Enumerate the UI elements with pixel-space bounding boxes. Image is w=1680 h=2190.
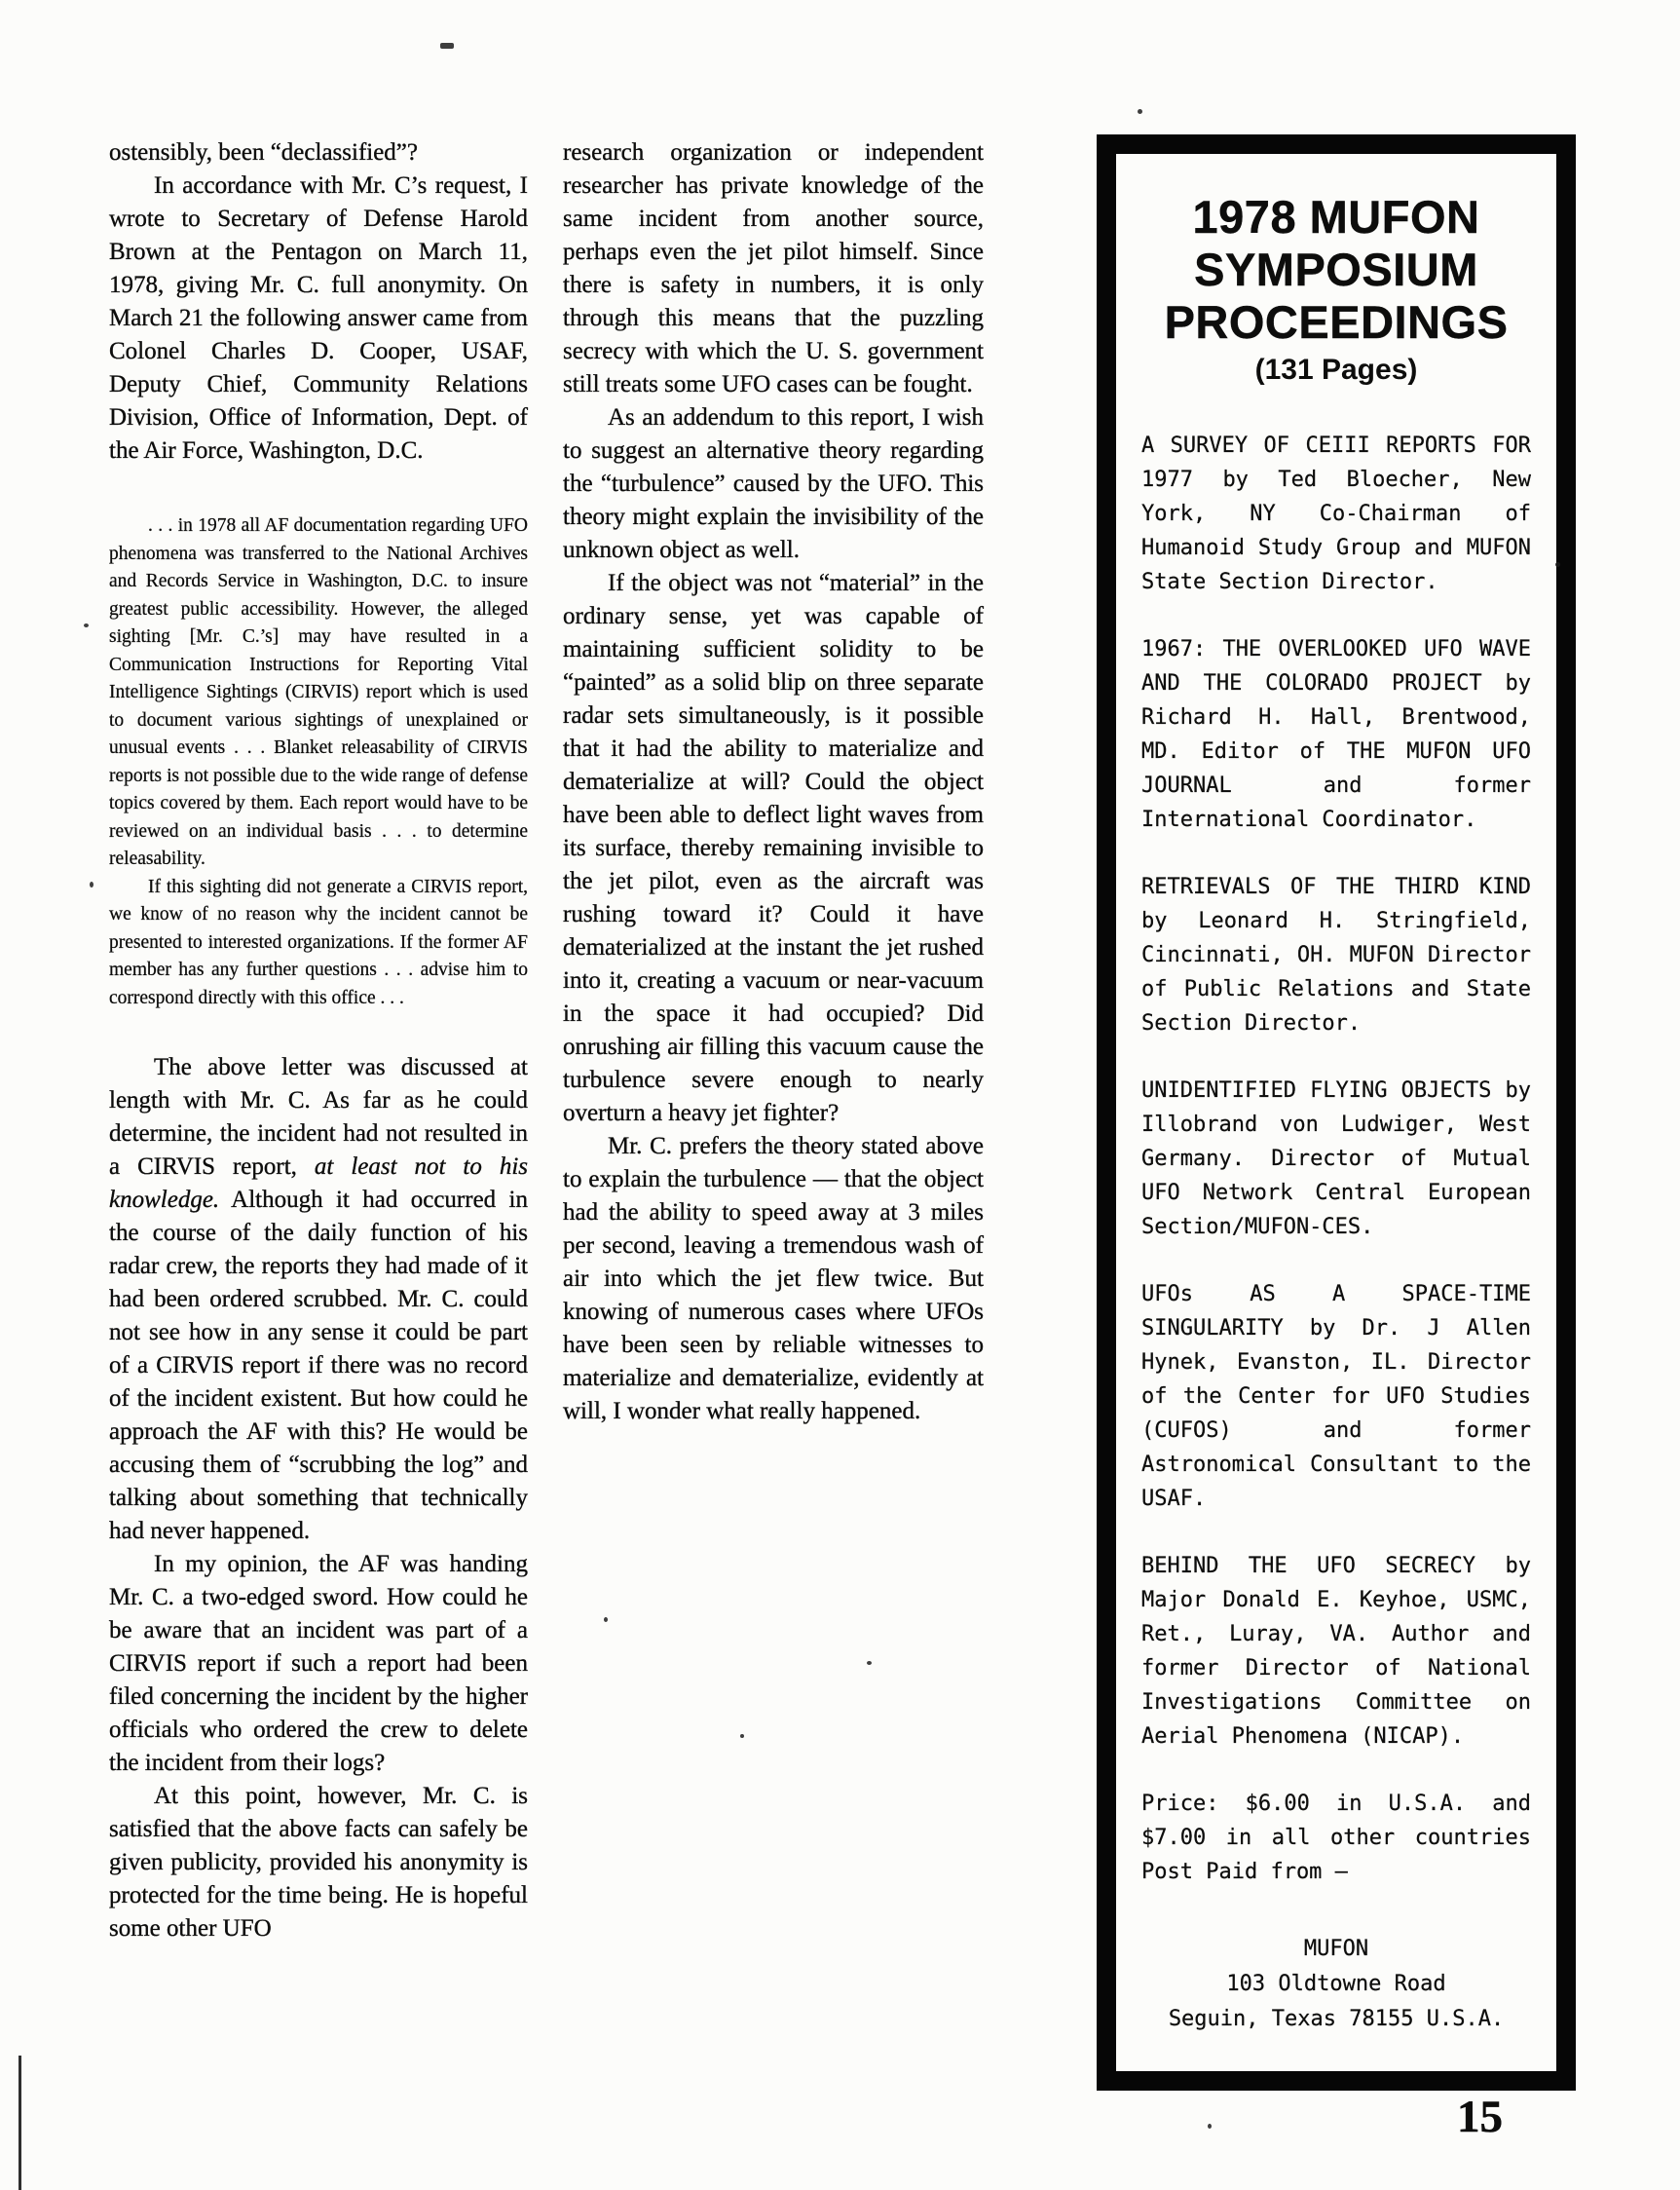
- symposium-ad-box: [1097, 134, 1576, 2091]
- ad-item: RETRIEVALS OF THE THIRD KIND by Leonard H. Stringfield, Cincinnati, OH. MUFON Director of Public Relations and State Section Director.: [1141, 875, 1531, 1036]
- ad-item: BEHIND THE UFO SECRECY by Major Donald E. Keyhoe, USMC, Ret., Luray, VA. Author and former Director of National Investigations Committee on Aerial Phenomena (NICAP).: [1141, 1554, 1531, 1749]
- paragraph-text: The above letter was discussed at length with Mr. C. As far as he could determine, the incident had not resulted in a CIRVIS report,: [109, 1054, 528, 1180]
- emphasized-text: at least not to his knowledge.: [109, 1153, 529, 1213]
- scan-speck: [1138, 109, 1142, 114]
- ad-title-line: SYMPOSIUM: [1194, 244, 1478, 295]
- paragraph: As an addendum to this report, I wish to suggest an alternative theory regarding the “turbulence” caused by the UFO. This theory might explain the invisibility of the unknown object as well.: [563, 404, 984, 563]
- official-letter-quote: [109, 512, 528, 1012]
- ad-address: [1141, 1932, 1531, 2037]
- quote-paragraph: If this sighting did not generate a CIRVIS report, we know of no reason why the incident cannot be presented to interested organizations. If the former AF member has any further questions . . . advise him to correspond directly with this office . . .: [109, 876, 528, 1008]
- paragraph: In accordance with Mr. C’s request, I wrote to Secretary of Defense Harold Brown at the Pentagon on March 11, 1978, giving Mr. C. full anonymity. On March 21 the following answer came from Colonel Charles D. Cooper, USAF, Deputy Chief, Community Relations Division, Office of Information, Dept. of the Air Force, Washington, D.C.: [109, 172, 528, 464]
- ad-title-line: 1978 MUFON: [1192, 191, 1480, 243]
- paragraph: If the object was not “material” in the ordinary sense, yet was capable of maintaining sufficient solidity to be “painted” as a solid blip on three separate radar sets simultaneously, is it possible that it had the ability to materialize and dematerialize at will? Could the object have been able to deflect light waves from its surface, thereby remaining invisible to the jet pilot, even as the aircraft was rushing toward it? Could it have dematerialized at the instant the jet rushed into it, creating a vacuum or near-vacuum in the space it had occupied? Did onrushing air filling this vacuum cause the turbulence severe enough to nearly overturn a heavy jet fighter?: [563, 570, 984, 1126]
- ad-address-line: 103 Oldtowne Road: [1226, 1972, 1446, 1996]
- scan-speck: [1208, 2124, 1212, 2129]
- paragraph: research organization or independent researcher has private knowledge of the same incident from another source, perhaps even the jet pilot himself. Since there is safety in numbers, it is only through this means that the puzzling secrecy with which the U. S. government still treats some UFO cases can be fought.: [563, 139, 984, 397]
- scan-speck: [1555, 562, 1560, 567]
- ad-item: UNIDENTIFIED FLYING OBJECTS by Illobrand von Ludwiger, West Germany. Director of Mutual UFO Network Central European Section/MUFON-CES.: [1141, 1078, 1531, 1239]
- scan-speck: [867, 1661, 872, 1665]
- paragraph: Mr. C. prefers the theory stated above to explain the turbulence — that the object had the ability to speed away at 3 miles per second, leaving a tremendous wash of air into which the jet flew twice. But knowing of numerous cases where UFOs have been seen by reliable witnesses to materialize and dematerialize, evidently at will, I wonder what really happened.: [563, 1133, 984, 1424]
- scan-speck: [84, 623, 89, 627]
- ad-title-line: PROCEEDINGS: [1164, 296, 1509, 348]
- paragraph: [109, 1051, 528, 1548]
- ad-address-line: Seguin, Texas 78155 U.S.A.: [1168, 2007, 1505, 2031]
- ad-item: A SURVEY OF CEIII REPORTS FOR 1977 by Ted Bloecher, New York, NY Co-Chairman of Humanoid Study Group and MUFON State Section Director.: [1141, 434, 1531, 594]
- quote-paragraph: . . . in 1978 all AF documentation regarding UFO phenomena was transferred to the National Archives and Records Service in Washington, D.C. to insure greatest public accessibility. However, the alleged sighting [Mr. C.’s] may have resulted in a Communication Instructions for Reporting Vital Intelligence Sightings (CIRVIS) report which is used to document various sightings of unexplained or unusual events . . . Blanket releasability of CIRVIS reports is not possible due to the wide range of defense topics covered by them. Each report would have to be reviewed on an individual basis . . . to determine releasability.: [109, 515, 528, 869]
- paragraph: In my opinion, the AF was handing Mr. C. a two-edged sword. How could he be aware that an incident was part of a CIRVIS report if such a report had been filed concerning the incident by the higher officials who ordered the crew to delete the incident from their logs?: [109, 1551, 528, 1776]
- ad-subtitle: (131 Pages): [1254, 354, 1418, 386]
- paragraph: At this point, however, Mr. C. is satisfied that the above facts can safely be given publicity, provided his anonymity is protected for the time being. He is hopeful some other UFO: [109, 1783, 528, 1942]
- article-column-right: [563, 136, 984, 1428]
- article-column-left: [109, 136, 528, 1945]
- paragraph: ostensibly, been “declassified”?: [109, 139, 419, 166]
- ad-address-line: MUFON: [1303, 1937, 1369, 1961]
- ad-item: UFOs AS A SPACE-TIME SINGULARITY by Dr. J Allen Hynek, Evanston, IL. Director of the Center for UFO Studies (CUFOS) and former Astronomical Consultant to the USAF.: [1141, 1282, 1531, 1511]
- ad-item: 1967: THE OVERLOOKED UFO WAVE AND THE COLORADO PROJECT by Richard H. Hall, Brentwood, MD. Editor of THE MUFON UFO JOURNAL and former International Coordinator.: [1141, 637, 1531, 832]
- scan-artifact-line: [19, 2056, 21, 2190]
- ad-price: Price: $6.00 in U.S.A. and $7.00 in all other countries Post Paid from —: [1141, 1792, 1531, 1884]
- scan-speck: [90, 882, 93, 887]
- scan-speck: [740, 1734, 744, 1738]
- page-number: 15: [1457, 2092, 1503, 2142]
- scan-speck: [604, 1617, 608, 1622]
- scan-speck: [440, 43, 454, 49]
- ad-title: [1141, 191, 1531, 349]
- paragraph-text: Although it had occurred in the course of the daily function of his radar crew, the reports they had made of it had been ordered scrubbed. Mr. C. could not see how in any sense it could be part of a CIRVIS report if there was no record of the incident existent. But how could he approach the AF with this? He would be accusing them of “scrubbing the log” and talking about something that technically had never happened.: [109, 1187, 528, 1544]
